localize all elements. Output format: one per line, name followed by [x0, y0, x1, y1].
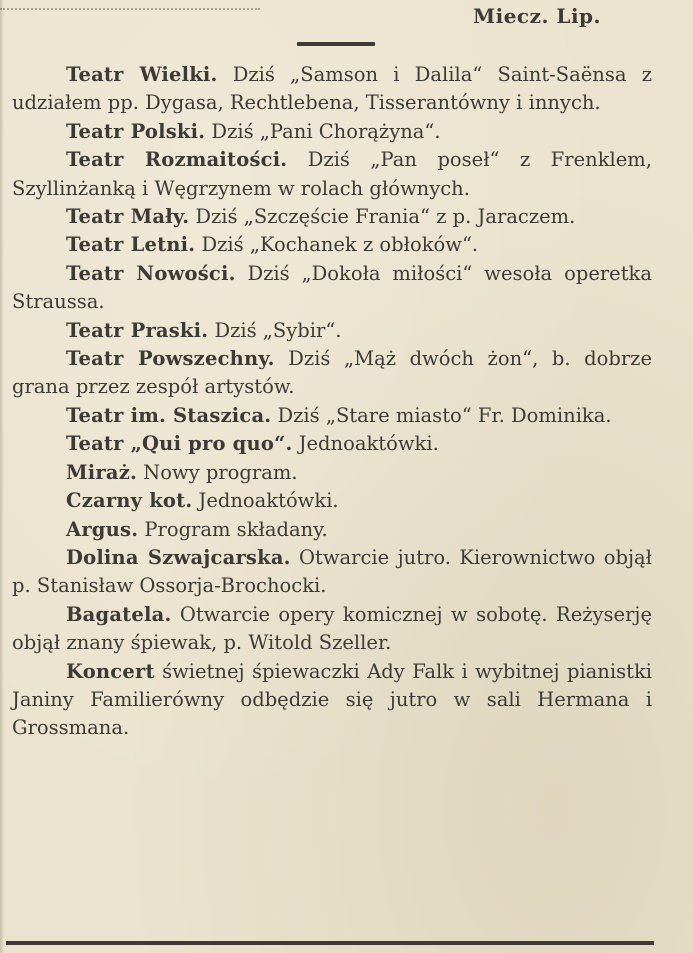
listing-title: Teatr Polski.	[66, 119, 206, 143]
listing-text: Jednoaktówki.	[292, 432, 439, 456]
listing-text: Nowy program.	[136, 460, 298, 484]
listing-title: Teatr Letni.	[66, 233, 196, 257]
listing-title: Teatr Nowości.	[66, 261, 236, 285]
previous-article-remnant	[0, 0, 260, 10]
listing-teatr-powszechny	[12, 345, 652, 402]
listing-title: Teatr Praski.	[66, 318, 209, 342]
listing-teatr-maly	[12, 203, 652, 231]
author-signature: Miecz. Lip.	[472, 4, 601, 28]
listing-teatr-nowosci	[12, 260, 652, 317]
listing-teatr-qui-pro-quo	[12, 430, 652, 458]
listing-text: Dziś „Dokoła miłości“ wesoła operetka Straussa.	[12, 261, 652, 314]
listing-title: Teatr Wielki.	[66, 63, 218, 86]
listing-miraz	[12, 459, 652, 487]
listing-bagatela	[12, 601, 652, 658]
listing-title: Czarny kot.	[66, 489, 193, 513]
listing-text: świetnej śpiewaczki Ady Falk i wybitnej pianistki Janiny Familierówny odbędzie się jutro w sali Hermana i Grossmana.	[12, 659, 652, 740]
listing-text: Dziś „Kochanek z obłoków“.	[195, 233, 479, 257]
listing-text: Jednoaktówki.	[192, 489, 339, 513]
listing-title: Teatr Powszechny.	[66, 347, 275, 371]
listing-teatr-wielki	[12, 61, 652, 118]
listing-title: Teatr Mały.	[66, 205, 190, 229]
listing-title: Koncert	[66, 659, 155, 683]
listing-text: Dziś „Pani Chorążyna“.	[205, 119, 441, 143]
column-end-rule	[6, 941, 654, 945]
listing-title: Teatr Rozmaitości.	[66, 148, 288, 172]
listing-text: Otwarcie opery komicznej w sobotę. Reżyserję objął znany śpiewak, p. Witold Szeller.	[12, 602, 652, 655]
listing-text: Otwarcie jutro. Kierownictwo objął p. Stanisław Ossorja-Brochocki.	[12, 545, 653, 598]
listing-argus	[12, 516, 652, 544]
listing-teatr-staszica	[12, 402, 652, 430]
listing-koncert	[12, 658, 652, 743]
listing-text: Program składany.	[138, 517, 328, 541]
listing-text: Dziś „Pan poseł“ z Frenklem, Szyllinżanką i Węgrzynem w rolach głównych.	[12, 148, 652, 200]
theatre-listings-column	[12, 61, 652, 743]
listing-teatr-polski	[12, 118, 652, 146]
page-edge-shadow	[0, 0, 4, 953]
listing-title: Teatr „Qui pro quo“.	[66, 432, 293, 456]
listing-teatr-praski	[12, 317, 652, 345]
listing-text: Dziś „Samson i Dalila“ Saint-Saënsa z udziałem pp. Dygasa, Rechtlebena, Tisserantówny i innych.	[12, 63, 652, 115]
listing-title: Bagatela.	[66, 602, 172, 626]
listing-text: Dziś „Sybir“.	[208, 318, 342, 342]
section-divider	[297, 42, 375, 46]
listing-teatr-rozmaitosci	[12, 146, 652, 203]
listing-text: Dziś „Mąż dwóch żon“, b. dobrze grana przez zespół artystów.	[12, 347, 652, 399]
listing-title: Argus.	[66, 517, 139, 541]
listing-title: Dolina Szwajcarska.	[66, 545, 291, 569]
listing-teatr-letni	[12, 231, 652, 259]
listing-dolina-szwajcarska	[12, 544, 652, 601]
listing-czarny-kot	[12, 487, 652, 515]
listing-text: Dziś „Szczęście Frania“ z p. Jaraczem.	[189, 205, 576, 229]
listing-title: Miraż.	[66, 460, 137, 484]
listing-text: Dziś „Stare miasto“ Fr. Dominika.	[271, 403, 612, 427]
listing-title: Teatr im. Staszica.	[66, 403, 272, 427]
